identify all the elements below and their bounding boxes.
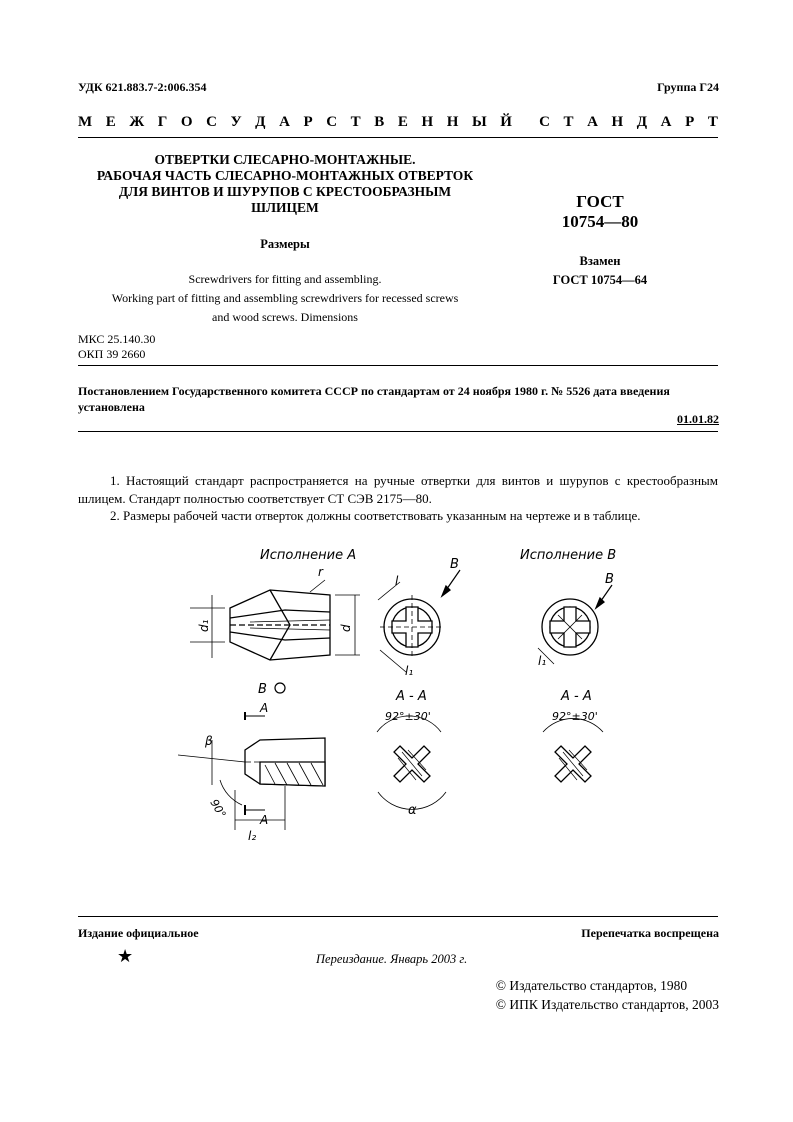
banner-letter: Т xyxy=(563,114,574,130)
dim-alpha: α xyxy=(408,803,417,818)
banner-letter: А xyxy=(587,114,598,130)
gost-designation xyxy=(540,192,660,232)
okp-code: ОКП 39 2660 xyxy=(78,347,146,361)
section-rule xyxy=(78,431,718,432)
udk-code: УДК 621.883.7-2:006.354 xyxy=(78,80,207,94)
dim-l2: l₂ xyxy=(248,829,257,843)
dim-d1: d₁ xyxy=(197,619,211,632)
tip-side-view xyxy=(190,580,360,660)
banner-letter: Н xyxy=(421,114,434,130)
banner-letter: Н xyxy=(446,114,459,130)
dim-l1: l₁ xyxy=(405,664,414,678)
gost-label: ГОСТ xyxy=(576,192,624,211)
english-line: Screwdrivers for fitting and assembling. xyxy=(188,272,382,286)
section-b-shape xyxy=(543,718,603,782)
reprint-notice: Перепечатка воспрещена xyxy=(581,926,719,940)
dim-l1-b: l₁ xyxy=(538,654,547,668)
section-angle-b: 92°±30' xyxy=(552,710,598,723)
title-line: ДЛЯ ВИНТОВ И ШУРУПОВ С КРЕСТООБРАЗНЫМ xyxy=(118,184,452,199)
replaces-number: ГОСТ 10754—64 xyxy=(552,273,648,287)
reissue-note: Переиздание. Январь 2003 г. xyxy=(316,952,468,966)
section-mark-a-bottom: А xyxy=(260,813,269,827)
view-b-label: В xyxy=(258,682,267,697)
footer-rule xyxy=(78,916,718,917)
dim-90: 90° xyxy=(207,797,229,821)
paragraph-1: 1. Настоящий стандарт распространяется на ручные отвертки для винтов и шурупов с крестообразным шлицем. Стандарт полностью соответствует СТ СЭВ 2175—80. xyxy=(78,473,718,506)
banner-letter: Е xyxy=(105,114,116,130)
variant-a-label: Исполнение А xyxy=(260,548,357,563)
banner-letter: Ы xyxy=(471,114,487,130)
banner-letter: Ж xyxy=(129,114,145,130)
english-title xyxy=(78,270,492,327)
section-a-a-shape xyxy=(377,716,446,809)
decree-text: Постановлением Государственного комитета СССР по стандартам от 24 ноября 1980 г. № 5526 дата введения установлена xyxy=(78,384,670,414)
end-view-b xyxy=(538,585,612,664)
title-line: ОТВЕРТКИ СЛЕСАРНО-МОНТАЖНЫЕ. xyxy=(154,152,416,167)
star-icon: ★ xyxy=(117,946,134,966)
banner-letter: Н xyxy=(611,114,624,130)
banner-letter: Д xyxy=(255,114,266,130)
banner-letter: А xyxy=(279,114,290,130)
section-a-a-label-b: А - А xyxy=(561,689,592,704)
section-a-a-label: А - А xyxy=(396,689,427,704)
end-view-a xyxy=(378,570,460,672)
banner-letter: Т xyxy=(707,114,718,130)
dim-beta: β xyxy=(205,734,213,748)
banner-letter: С xyxy=(206,114,217,130)
banner-letter: Г xyxy=(157,114,168,130)
standard-banner xyxy=(78,114,718,131)
replaces-label: Взамен xyxy=(579,254,621,268)
section-angle-a: 92°±30' xyxy=(385,710,431,723)
english-line: and wood screws. Dimensions xyxy=(212,310,358,324)
view-b-symbol xyxy=(275,683,285,693)
group-code: Группа Г24 xyxy=(657,80,719,94)
variant-b-label: Исполнение В xyxy=(520,548,617,563)
banner-letter: А xyxy=(660,114,672,130)
dim-r: r xyxy=(318,565,323,579)
view-b-arrow-label-2: В xyxy=(605,572,614,587)
english-line: Working part of fitting and assembling screwdrivers for recessed screws xyxy=(111,291,459,305)
copyright-block xyxy=(496,976,719,1014)
classification-codes xyxy=(78,332,155,362)
mks-code: МКС 25.140.30 xyxy=(78,332,156,346)
dim-l: l xyxy=(395,574,399,588)
copyright-line: © ИПК Издательство стандартов, 2003 xyxy=(495,997,719,1012)
replaces-block xyxy=(520,252,680,290)
section-rule xyxy=(78,365,718,366)
document-title xyxy=(78,152,492,216)
effective-date: 01.01.82 xyxy=(677,412,719,426)
copyright-line: © Издательство стандартов, 1980 xyxy=(495,978,688,993)
banner-letter: О xyxy=(180,114,193,130)
banner-letter: С xyxy=(539,114,550,130)
banner-letter: У xyxy=(230,114,242,130)
view-b-arrow-label: В xyxy=(450,557,459,572)
banner-letter: В xyxy=(374,114,385,130)
banner-letter: Р xyxy=(303,114,313,130)
banner-letter: Д xyxy=(636,114,648,130)
dim-d: d xyxy=(339,624,353,632)
paragraph-2: 2. Размеры рабочей части отверток должны соответствовать указанным на чертеже и в таблице. xyxy=(110,508,641,523)
banner-rule xyxy=(78,137,718,138)
gost-number: 10754—80 xyxy=(561,212,639,231)
title-line: ШЛИЦЕМ xyxy=(251,200,319,215)
banner-letter: С xyxy=(326,114,338,130)
section-mark-a-top: А xyxy=(260,701,269,715)
banner-letter: Р xyxy=(685,114,695,130)
section-side-view xyxy=(178,712,325,830)
technical-drawing xyxy=(150,540,650,850)
official-edition: Издание официальное xyxy=(78,926,199,940)
title-line: РАБОЧАЯ ЧАСТЬ СЛЕСАРНО-МОНТАЖНЫХ ОТВЕРТОК xyxy=(96,168,474,183)
banner-letter: Е xyxy=(397,114,408,130)
banner-letter: Т xyxy=(350,114,361,130)
document-subtitle: Размеры xyxy=(260,237,310,251)
banner-letter: М xyxy=(78,114,93,130)
banner-letter: Й xyxy=(500,114,512,130)
